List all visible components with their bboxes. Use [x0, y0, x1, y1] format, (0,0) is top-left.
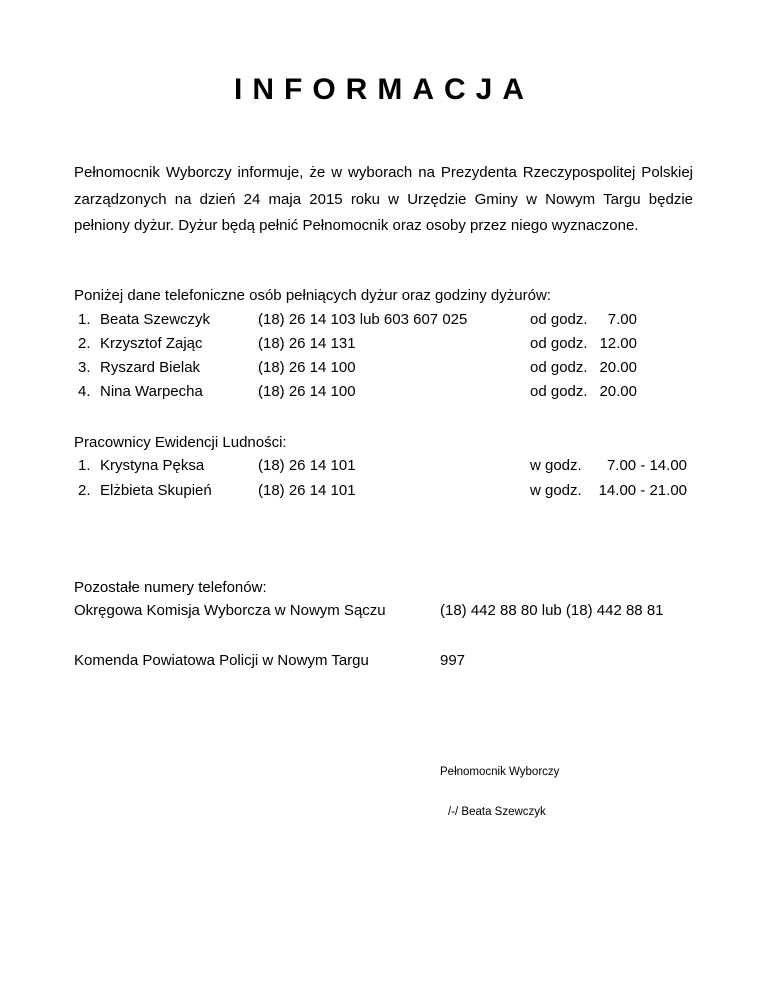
time-label: w godz. [530, 457, 582, 474]
time-label: od godz. [530, 383, 588, 400]
phone-number: (18) 26 14 100 [258, 383, 356, 400]
row-number: 2. [78, 482, 91, 499]
person-name: Krzysztof Zając [100, 335, 203, 352]
other-heading: Pozostałe numery telefonów: [74, 579, 267, 596]
registry-hours: 14.00 - 21.00 [598, 482, 687, 499]
row-number: 4. [78, 383, 91, 400]
registry-row [0, 479, 768, 503]
person-name: Ryszard Bielak [100, 359, 201, 376]
row-number: 2. [78, 335, 91, 352]
duty-row [0, 332, 768, 356]
time-label: od godz. [530, 359, 588, 376]
registry-row [0, 454, 768, 478]
phone-number: (18) 26 14 131 [258, 335, 356, 352]
registry-heading: Pracownicy Ewidencji Ludności: [74, 434, 287, 451]
person-name: Nina Warpecha [100, 383, 203, 400]
duty-row [0, 356, 768, 380]
row-number: 1. [78, 311, 91, 328]
institution-name: Komenda Powiatowa Policji w Nowym Targu [74, 652, 369, 669]
intro-paragraph: Pełnomocnik Wyborczy informuje, że w wyborach na Prezydenta Rzeczypospolitej Polskiej zarządzonych na dzień 24 maja 2015 roku w Urzędzie Gminy w Nowym Targu będzie pełniony dyżur. Dyżur będą pełnić Pełnomocnik oraz osoby przez niego wyznaczone. [74, 164, 693, 234]
duty-time: 12.00 [599, 335, 637, 352]
phone-number: (18) 26 14 100 [258, 359, 356, 376]
document-title: INFORMACJA [234, 73, 534, 106]
institution-name: Okręgowa Komisja Wyborcza w Nowym Sączu [74, 602, 386, 619]
duty-time: 20.00 [599, 359, 637, 376]
phone-number: (18) 26 14 101 [258, 457, 356, 474]
row-number: 1. [78, 457, 91, 474]
signature-name: /-/ Beata Szewczyk [448, 806, 546, 818]
time-label: od godz. [530, 311, 588, 328]
phone-number: (18) 442 88 80 lub (18) 442 88 81 [440, 602, 664, 619]
duty-row [0, 380, 768, 404]
duty-heading: Poniżej dane telefoniczne osób pełniących dyżur oraz godziny dyżurów: [74, 287, 551, 304]
time-label: od godz. [530, 335, 588, 352]
person-name: Krystyna Pęksa [100, 457, 205, 474]
phone-number: 997 [440, 652, 466, 669]
registry-hours: 7.00 - 14.00 [606, 457, 687, 474]
person-name: Elżbieta Skupień [100, 482, 212, 499]
phone-number: (18) 26 14 101 [258, 482, 356, 499]
signature-role: Pełnomocnik Wyborczy [440, 766, 560, 778]
phone-number: (18) 26 14 103 lub 603 607 025 [258, 311, 468, 328]
duty-time: 7.00 [607, 311, 637, 328]
row-number: 3. [78, 359, 91, 376]
person-name: Beata Szewczyk [100, 311, 211, 328]
duty-time: 20.00 [599, 383, 637, 400]
time-label: w godz. [530, 482, 582, 499]
duty-row [0, 308, 768, 332]
